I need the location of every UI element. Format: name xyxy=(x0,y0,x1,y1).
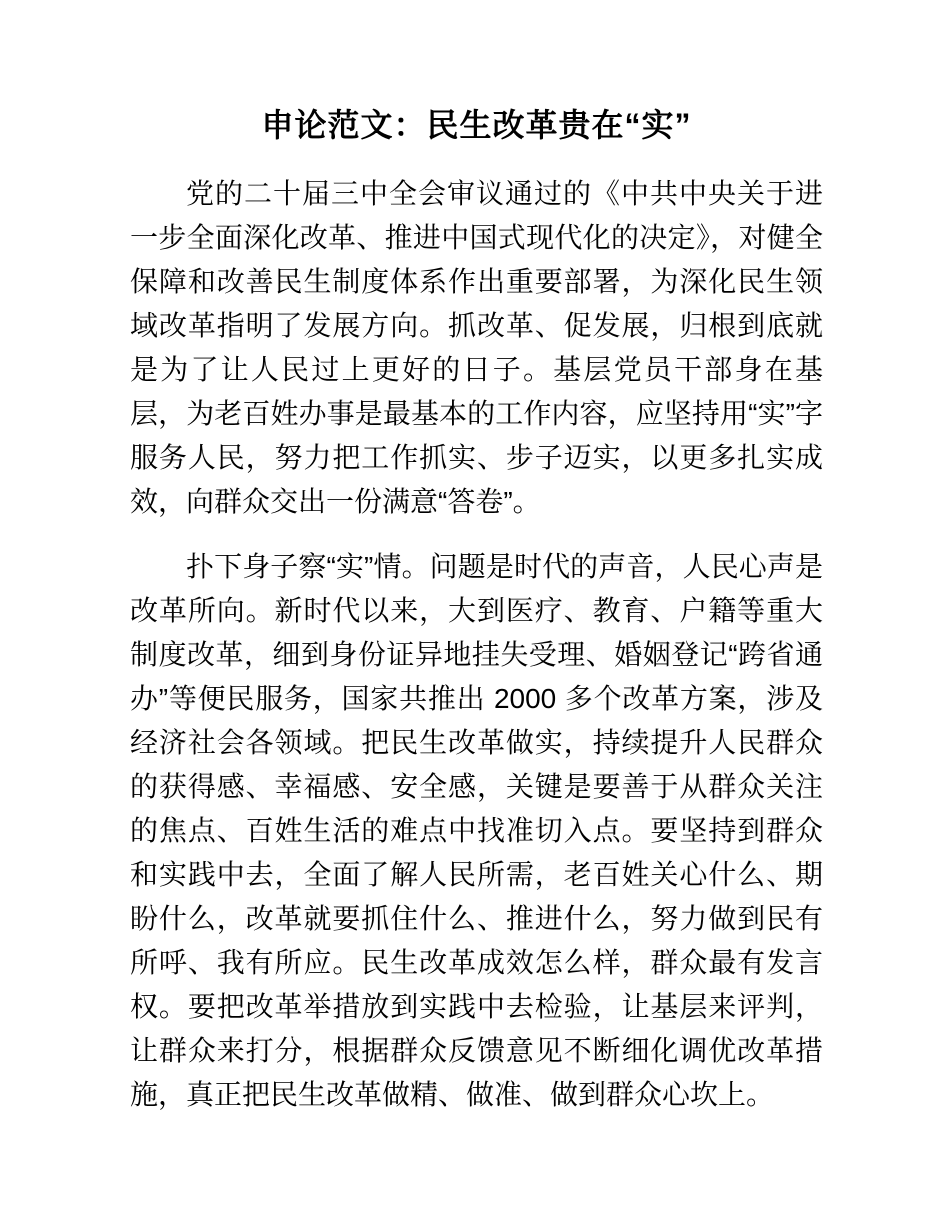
document-title: 申论范文：民生改革贵在“实” xyxy=(261,107,692,143)
paragraph-2: 扑下身子察“实”情。问题是时代的声音，人民心声是改革所向。新时代以来，大到医疗、教育、户籍等重大制度改革，细到身份证异地挂失受理、婚姻登记“跨省通办”等便民服务，国家共推出 2000 多个改革方案，涉及经济社会各领域。把民生改革做实，持续提升人民群众的获得感、幸福感、安全感，关键是要善于从群众关注的焦点、百姓生活的难点中找准切入点。要坚持到群众和实践中去，全面了解人民所需，老百姓关心什么、期盼什么，改革就要抓住什么、推进什么，努力做到民有所呼、我有所应。民生改革成效怎么样，群众最有发言权。要把改革举措放到实践中去检验，让基层来评判，让群众来打分，根据群众反馈意见不断细化调优改革措施，真正把民生改革做精、做准、做到群众心坎上。 xyxy=(130,551,823,1110)
paragraph-1: 党的二十届三中全会审议通过的《中共中央关于进一步全面深化改革、推进中国式现代化的决定》，对健全保障和改善民生制度体系作出重要部署，为深化民生领域改革指明了发展方向。抓改革、促发展，归根到底就是为了让人民过上更好的日子。基层党员干部身在基层，为老百姓办事是最基本的工作内容，应坚持用“实”字服务人民，努力把工作抓实、步子迈实，以更多扎实成效，向群众交出一份满意“答卷”。 xyxy=(130,178,823,517)
